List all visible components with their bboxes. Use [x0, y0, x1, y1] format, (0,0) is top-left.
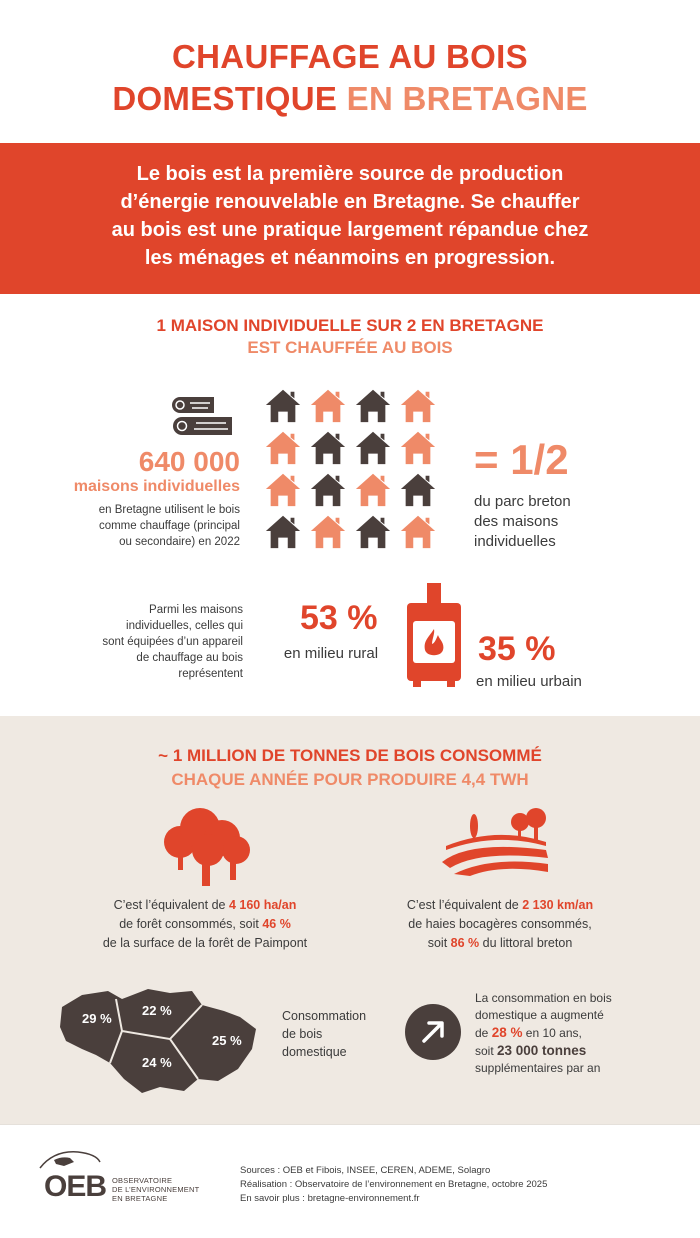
rural-label: en milieu rural: [283, 645, 379, 662]
brittany-map: [52, 983, 262, 1095]
text: soit: [475, 1044, 498, 1058]
desc-line: du parc breton: [474, 493, 571, 510]
sources: [240, 1164, 547, 1206]
house-icon: [399, 386, 437, 424]
growth-desc: [475, 990, 655, 1077]
house-icon: [399, 512, 437, 550]
house-icon: [264, 512, 302, 550]
map-label-29: 29 %: [82, 1011, 112, 1026]
hedges-equivalent: [355, 896, 645, 953]
desc-line: Parmi les maisons: [149, 604, 243, 616]
banner-line: d’énergie renouvelable en Bretagne. Se chauffer: [120, 191, 580, 213]
house-count-label: maisons individuelles: [73, 478, 240, 495]
oeb-logo-text: OEB: [44, 1170, 107, 1203]
footer-divider: [0, 1124, 700, 1125]
desc-line: individuelles, celles qui: [126, 620, 243, 632]
hedges-length: 2 130 km/an: [522, 898, 594, 912]
desc-line: représentent: [178, 668, 243, 680]
caption-line: de bois: [282, 1027, 323, 1041]
trees-icon: [158, 808, 254, 886]
text: C’est l’équivalent de: [113, 898, 229, 912]
map-label-56: 24 %: [142, 1055, 172, 1070]
title-line2b: EN BRETAGNE: [346, 80, 588, 117]
page-title: [0, 36, 700, 120]
house-count: 640 000: [138, 446, 240, 477]
desc-line: individuelles: [474, 533, 556, 550]
realisation-line: Réalisation : Observatoire de l’environnement en Bretagne, octobre 2025: [240, 1179, 548, 1190]
forest-equivalent: [60, 896, 350, 953]
house-icon: [399, 470, 437, 508]
text: C’est l’équivalent de: [406, 898, 523, 912]
ratio-value: = 1/2: [474, 436, 569, 483]
house-icon: [399, 428, 437, 466]
oeb-logo-subtitle: [112, 1176, 199, 1203]
text: EN BRETAGNE: [112, 1194, 168, 1203]
section1-title-line2: EST CHAUFFÉE AU BOIS: [247, 338, 453, 357]
text: en 10 ans,: [522, 1026, 582, 1040]
map-label-22: 22 %: [142, 1003, 172, 1018]
forest-pct: 46 %: [262, 917, 291, 931]
title-line1: CHAUFFAGE AU BOIS: [172, 38, 528, 75]
section2-title-line1: ~ 1 MILLION DE TONNES DE BOIS CONSOMMÉ: [158, 746, 542, 765]
text: DE L’ENVIRONNEMENT: [112, 1185, 200, 1194]
banner-line: les ménages et néanmoins en progression.: [144, 247, 556, 269]
house-icon: [309, 386, 347, 424]
banner-line: au bois est une pratique largement répandue chez: [111, 219, 589, 241]
house-grid: [264, 386, 444, 554]
equipped-desc: [60, 602, 243, 682]
house-icon: [354, 428, 392, 466]
desc-line: de chauffage au bois: [136, 652, 243, 664]
title-line2a: DOMESTIQUE: [112, 80, 338, 117]
text: de la surface de la forêt de Paimpont: [102, 936, 308, 950]
hedges-pct: 86 %: [450, 936, 480, 950]
urban-label: en milieu urbain: [476, 673, 582, 690]
text: OBSERVATOIRE: [112, 1176, 173, 1185]
section1-title: [0, 315, 700, 359]
ratio-desc: [474, 492, 634, 552]
house-count-desc: [40, 502, 240, 550]
text: La consommation en bois: [475, 991, 612, 1005]
house-icon: [309, 470, 347, 508]
house-icon: [309, 428, 347, 466]
caption-line: domestique: [282, 1045, 347, 1059]
house-icon: [354, 386, 392, 424]
house-icon: [354, 512, 392, 550]
logs-icon: [170, 395, 236, 441]
text: soit: [427, 936, 451, 950]
desc-line: ou secondaire) en 2022: [119, 536, 240, 548]
rural-value: 53 %: [300, 599, 378, 637]
house-icon: [264, 470, 302, 508]
section2-title: [0, 744, 700, 792]
section1-title-line1: 1 MAISON INDIVIDUELLE SUR 2 EN BRETAGNE: [156, 316, 544, 335]
house-icon: [309, 512, 347, 550]
section2-title-line2: CHAQUE ANNÉE POUR PRODUIRE 4,4 TWH: [171, 770, 529, 789]
house-icon: [264, 386, 302, 424]
house-icon: [354, 470, 392, 508]
stove-icon: [405, 583, 463, 689]
growth-tonnes: 23 000 tonnes: [497, 1043, 587, 1058]
house-icon: [264, 428, 302, 466]
text: de forêt consommés, soit: [119, 917, 263, 931]
text: du littoral breton: [479, 936, 573, 950]
text: de: [475, 1026, 492, 1040]
desc-line: sont équipées d’un appareil: [102, 636, 243, 648]
urban-value: 35 %: [478, 630, 556, 668]
caption-line: Consommation: [282, 1009, 367, 1023]
map-label-35: 25 %: [212, 1033, 242, 1048]
text: domestique a augmenté: [475, 1008, 604, 1022]
trend-up-arrow-icon: [405, 1004, 461, 1060]
intro-banner: [0, 143, 700, 294]
fields-icon: [440, 806, 552, 876]
desc-line: en Bretagne utilisent le bois: [98, 504, 240, 516]
growth-pct: 28 %: [491, 1025, 523, 1040]
map-caption: [282, 1007, 366, 1061]
text: supplémentaires par an: [475, 1061, 601, 1075]
banner-line: Le bois est la première source de production: [136, 163, 564, 185]
desc-line: comme chauffage (principal: [98, 520, 240, 532]
desc-line: des maisons: [474, 513, 559, 530]
sources-line: Sources : OEB et Fibois, INSEE, CEREN, ADEME, Solagro: [240, 1165, 491, 1176]
forest-area: 4 160 ha/an: [228, 898, 297, 912]
more-info-link[interactable]: En savoir plus : bretagne-environnement.fr: [240, 1193, 420, 1204]
text: de haies bocagères consommés,: [408, 917, 592, 931]
